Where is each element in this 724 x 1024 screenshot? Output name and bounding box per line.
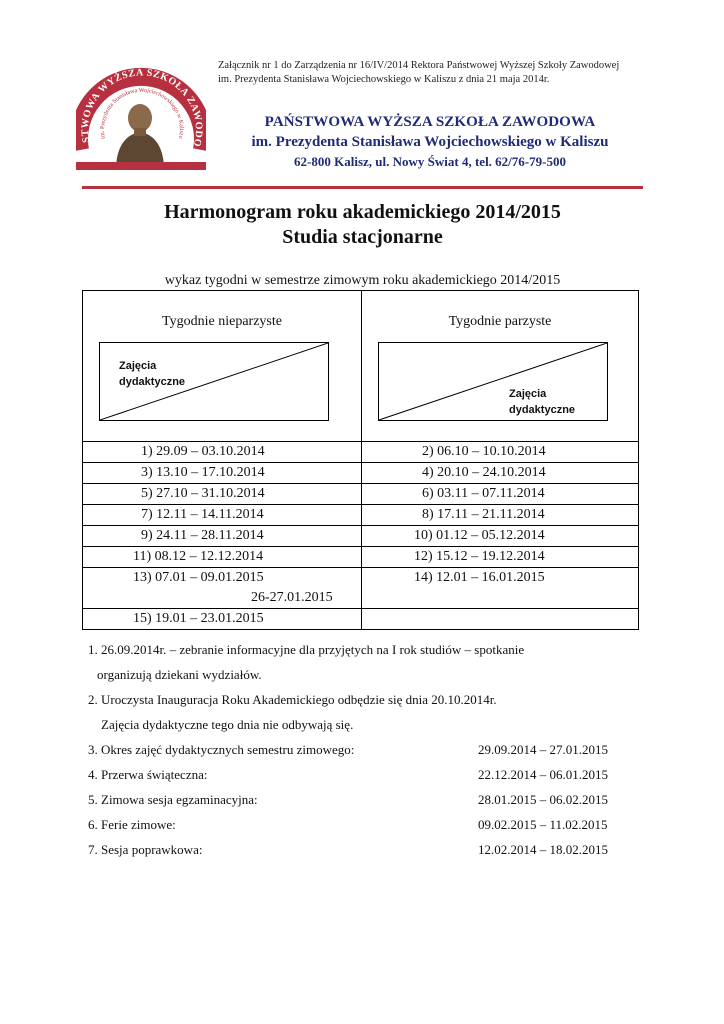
odd-week-cell: 11) 08.12 – 12.12.2014 xyxy=(83,547,362,568)
odd-box-label-2: dydaktyczne xyxy=(119,376,186,388)
page-title xyxy=(82,200,643,250)
period-label: 6. Ferie zimowe: xyxy=(88,817,176,832)
even-box-label-1: Zajęcia xyxy=(509,388,547,400)
table-row xyxy=(83,505,639,526)
odd-week-extra-dates: 26-27.01.2015 xyxy=(251,590,333,605)
period-value: 28.01.2015 – 06.02.2015 xyxy=(478,792,608,807)
table-caption: wykaz tygodni w semestrze zimowym roku akademickiego 2014/2015 xyxy=(164,273,561,288)
notes-list xyxy=(88,640,638,865)
annex-line-2: im. Prezydenta Stanisława Wojciechowskiego w Kaliszu z dnia 21 maja 2014r. xyxy=(218,73,550,85)
period-value: 22.12.2014 – 06.01.2015 xyxy=(478,767,608,782)
period-value: 12.02.2014 – 18.02.2015 xyxy=(478,842,608,857)
even-week-cell: 4) 20.10 – 24.10.2014 xyxy=(362,463,639,484)
even-weeks-header: Tygodnie parzyste xyxy=(448,314,552,329)
period-value: 29.09.2014 – 27.01.2015 xyxy=(478,742,608,757)
institution-header xyxy=(222,112,638,172)
odd-weeks-header: Tygodnie nieparzyste xyxy=(162,314,282,329)
even-week-cell: 12) 15.12 – 19.12.2014 xyxy=(362,547,639,568)
even-week-cell xyxy=(362,609,639,630)
note-2: 2. Uroczysta Inauguracja Roku Akademickiego odbędzie się dnia 20.10.2014r. xyxy=(88,692,497,707)
odd-week-cell: 15) 19.01 – 23.01.2015 xyxy=(83,609,362,630)
even-weeks-header-cell xyxy=(362,291,639,442)
note-1-cont: organizują dziekani wydziałów. xyxy=(97,667,262,682)
even-box-label-2: dydaktyczne xyxy=(509,404,576,416)
logo-ring-text: STWOWA WYŻSZA SZKOŁA ZAWODO xyxy=(79,67,205,149)
university-logo xyxy=(76,62,206,170)
even-week-cell: 10) 01.12 – 05.12.2014 xyxy=(362,526,639,547)
odd-weeks-header-cell xyxy=(83,291,362,442)
period-label: 5. Zimowa sesja egzaminacyjna: xyxy=(88,792,258,807)
even-week-cell: 2) 06.10 – 10.10.2014 xyxy=(362,442,639,463)
odd-week-cell: 9) 24.11 – 28.11.2014 xyxy=(83,526,362,547)
odd-week-cell: 3) 13.10 – 17.10.2014 xyxy=(83,463,362,484)
odd-week-dates: 13) 07.01 – 09.01.2015 xyxy=(133,570,264,585)
odd-weeks-diagram xyxy=(99,342,329,421)
odd-week-cell xyxy=(83,568,362,609)
table-row xyxy=(83,609,639,630)
table-row xyxy=(83,442,639,463)
note-period xyxy=(88,815,638,840)
bust-figure xyxy=(116,104,164,166)
note-period xyxy=(88,765,638,790)
note-2-cont: Zajęcia dydaktyczne tego dnia nie odbywają się. xyxy=(101,717,354,732)
logo-inner-text: im. Prezydenta Stanisława Wojciechowskiego w Kaliszu xyxy=(99,87,185,140)
note-1: 1. 26.09.2014r. – zebranie informacyjne dla przyjętych na I rok studiów – spotkanie xyxy=(88,642,525,657)
period-label: 4. Przerwa świąteczna: xyxy=(88,767,208,782)
odd-week-cell: 5) 27.10 – 31.10.2014 xyxy=(83,484,362,505)
even-weeks-diagram xyxy=(378,342,608,421)
period-label: 7. Sesja poprawkowa: xyxy=(88,842,203,857)
even-week-cell: 6) 03.11 – 07.11.2014 xyxy=(362,484,639,505)
institution-address: 62-800 Kalisz, ul. Nowy Świat 4, tel. 62/76-79-500 xyxy=(294,154,566,169)
note-period xyxy=(88,740,638,765)
title-line-2: Studia stacjonarne xyxy=(282,226,443,248)
table-row xyxy=(83,463,639,484)
odd-week-cell: 1) 29.09 – 03.10.2014 xyxy=(83,442,362,463)
even-week-cell: 8) 17.11 – 21.11.2014 xyxy=(362,505,639,526)
note-period xyxy=(88,790,638,815)
period-value: 09.02.2015 – 11.02.2015 xyxy=(478,817,608,832)
even-week-cell: 14) 12.01 – 16.01.2015 xyxy=(362,568,639,609)
period-label: 3. Okres zajęć dydaktycznych semestru zimowego: xyxy=(88,742,355,757)
header-divider xyxy=(82,186,643,189)
title-line-1: Harmonogram roku akademickiego 2014/2015 xyxy=(164,201,561,223)
table-row xyxy=(83,526,639,547)
institution-name: PAŃSTWOWA WYŻSZA SZKOŁA ZAWODOWA xyxy=(264,114,596,130)
table-row xyxy=(83,568,639,609)
annex-line-1: Załącznik nr 1 do Zarządzenia nr 16/IV/2014 Rektora Państwowej Wyższej Szkoły Zawodowej xyxy=(218,60,620,71)
table-row xyxy=(83,484,639,505)
odd-week-cell: 7) 12.11 – 14.11.2014 xyxy=(83,505,362,526)
annex-note xyxy=(218,59,648,86)
table-row xyxy=(83,547,639,568)
institution-patron: im. Prezydenta Stanisława Wojciechowskiego w Kaliszu xyxy=(251,134,609,150)
odd-box-label-1: Zajęcia xyxy=(119,360,157,372)
note-period xyxy=(88,840,638,865)
weeks-table xyxy=(82,290,639,630)
